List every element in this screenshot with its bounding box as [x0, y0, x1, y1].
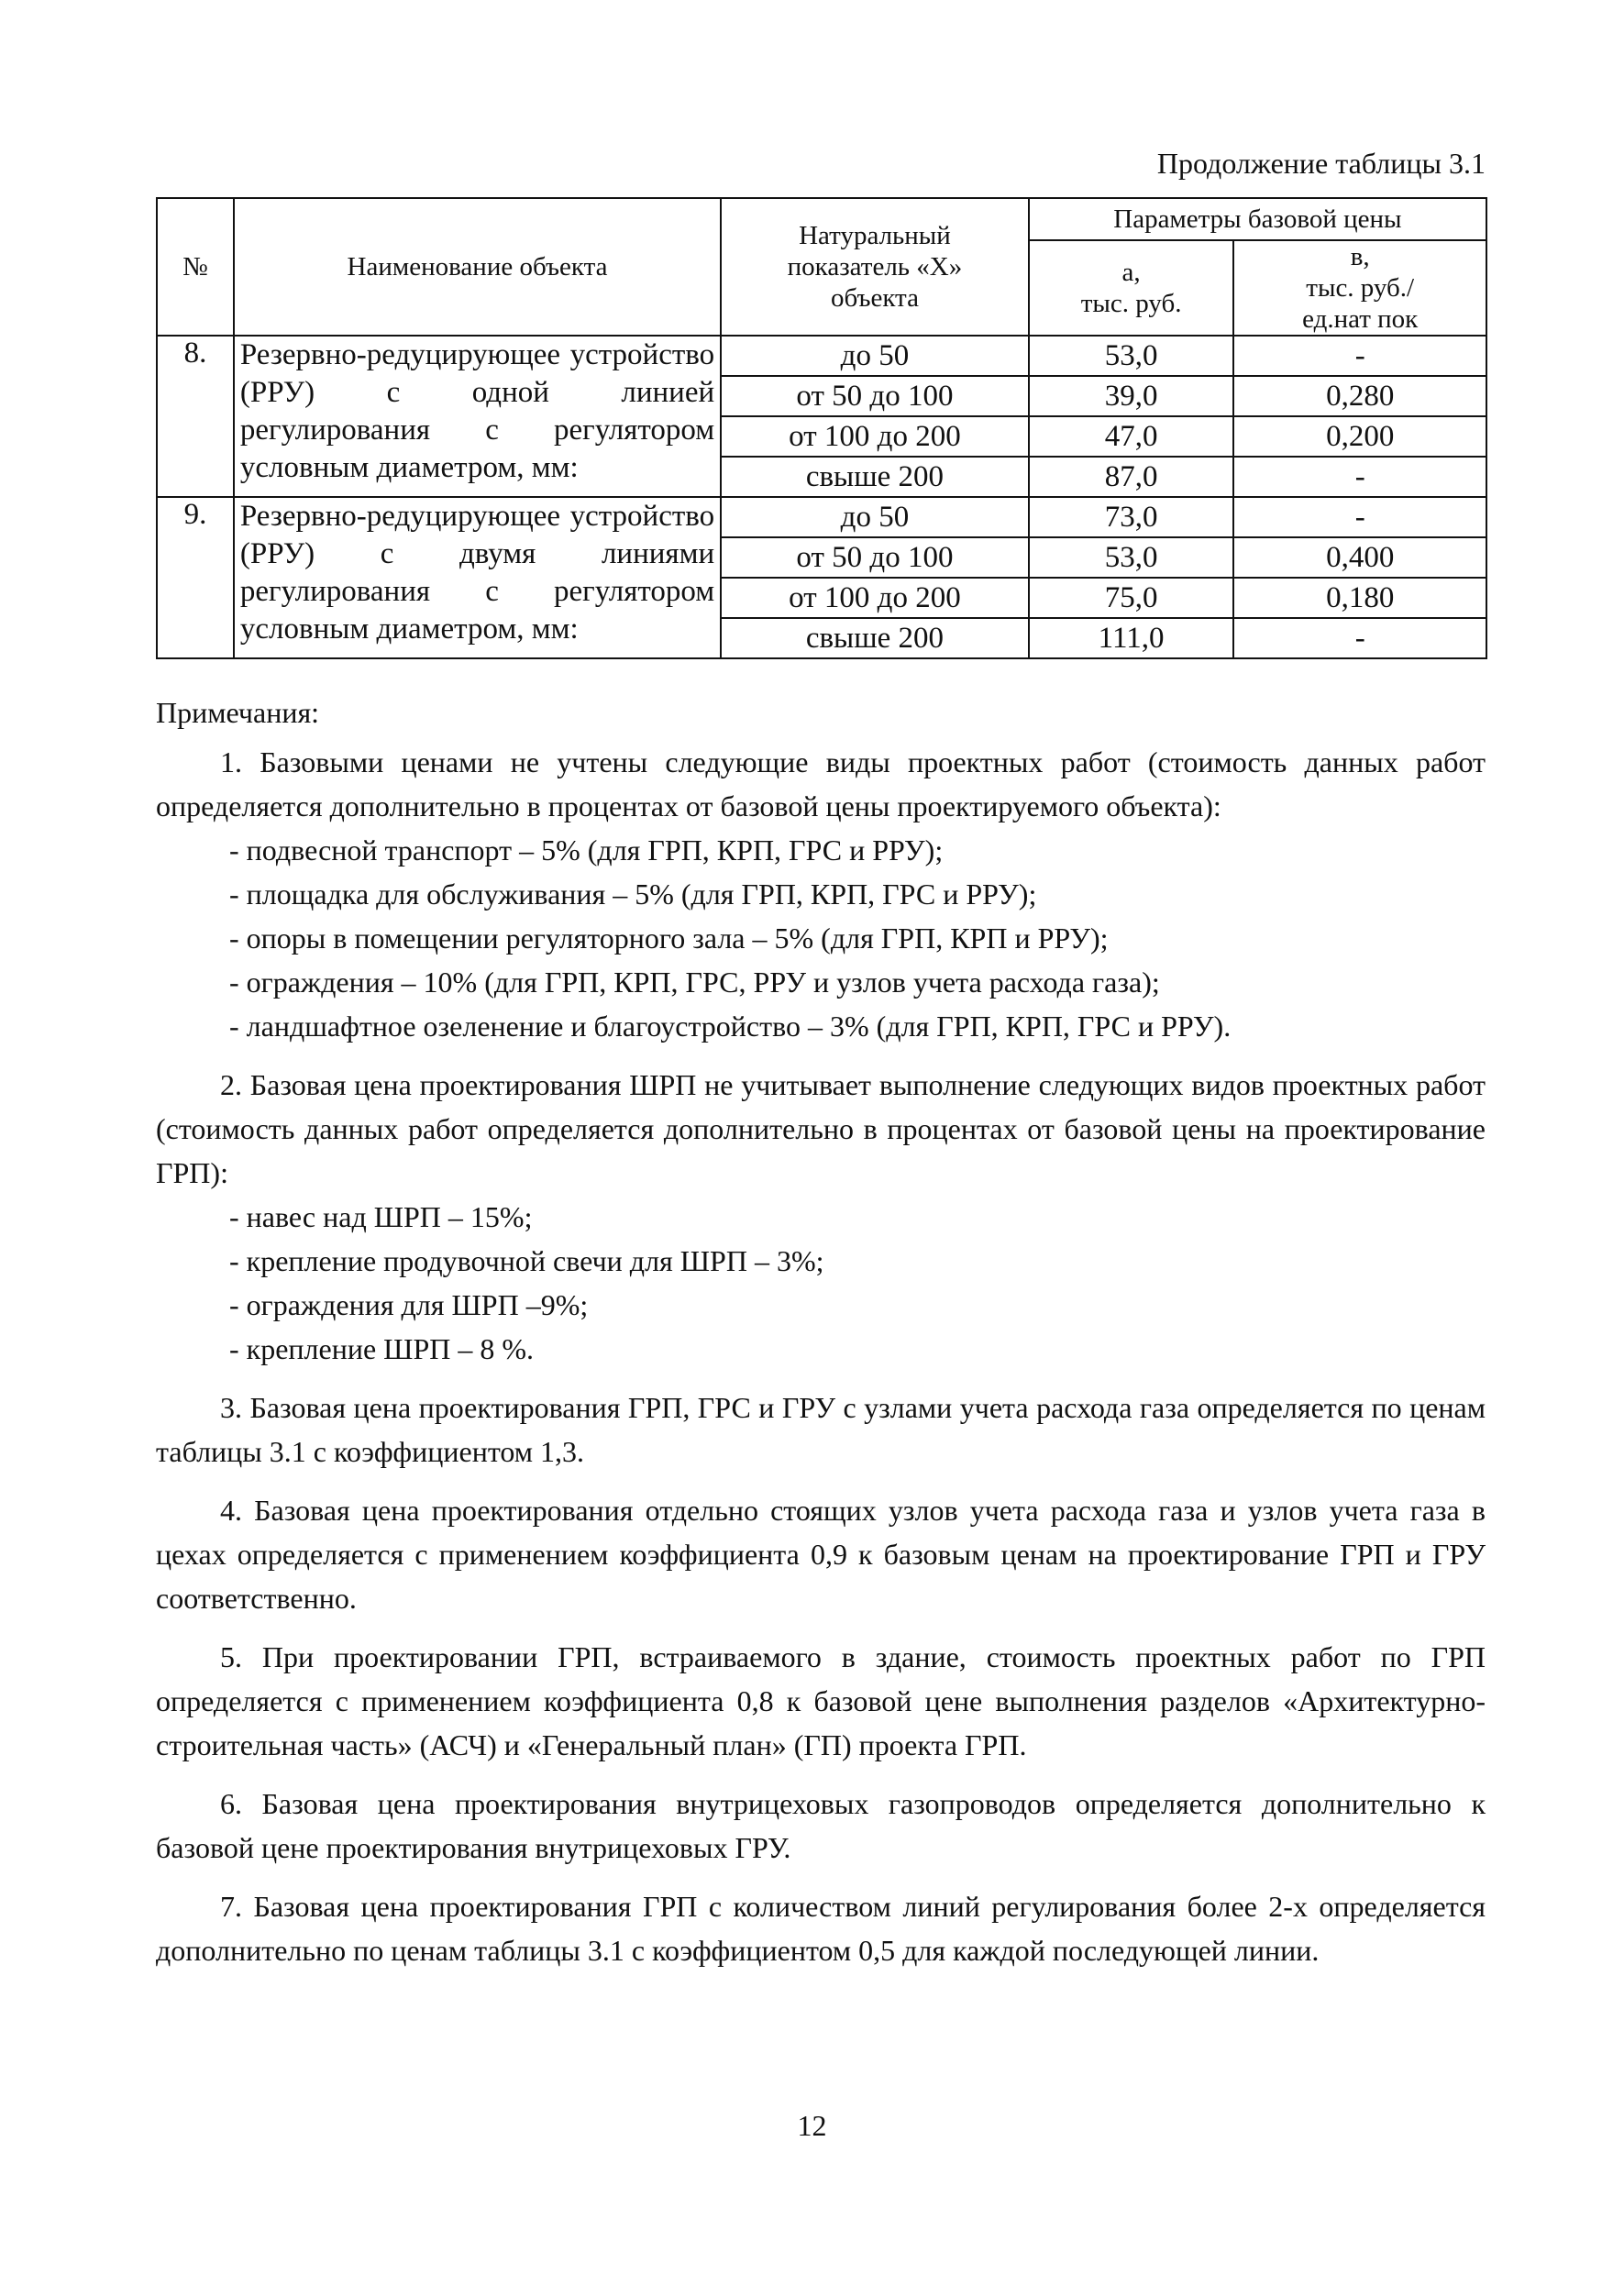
price-b: 0,400	[1233, 537, 1486, 578]
note-1-bullet: - ландшафтное озеленение и благоустройство – 3% (для ГРП, КРП, ГРС и РРУ).	[229, 1010, 1232, 1043]
note-6	[156, 1782, 1486, 1870]
price-b: -	[1233, 618, 1486, 658]
table-continuation-label: Продолжение таблицы 3.1	[1156, 147, 1486, 180]
price-a: 75,0	[1029, 578, 1234, 618]
note-3-text: 3. Базовая цена проектирования ГРП, ГРС и ГРУ с узлами учета расхода газа определяется по ценам таблицы 3.1 с коэффициентом 1,3.	[156, 1391, 1486, 1468]
natural-range: до 50	[721, 497, 1029, 537]
natural-range: от 50 до 100	[721, 537, 1029, 578]
header-natural-indicator	[721, 198, 1029, 336]
note-2-bullet: - крепление продувочной свечи для ШРП – 3%;	[229, 1244, 824, 1277]
note-3	[156, 1385, 1486, 1474]
header-natural-line1: Натуральный	[799, 221, 951, 250]
price-b: -	[1233, 457, 1486, 497]
header-natural-line3: объекта	[830, 283, 919, 313]
note-5-text: 5. При проектировании ГРП, встраиваемого в здание, стоимость проектных работ по ГРП определяется с применением коэффициента 0,8 к базовой цене выполнения разделов «Архитектурно-строительная часть» (АСЧ) и «Генеральный план» (ГП) проекта ГРП.	[156, 1640, 1486, 1761]
note-1-text: 1. Базовыми ценами не учтены следующие виды проектных работ (стоимость данных работ определяется дополнительно в процентах от базовой цены проектируемого объекта):	[156, 745, 1486, 822]
note-2-bullet: - ограждения для ШРП –9%;	[229, 1288, 589, 1321]
note-2-bullet: - навес над ШРП – 15%;	[229, 1200, 533, 1233]
price-a: 47,0	[1029, 416, 1234, 457]
price-b: 0,180	[1233, 578, 1486, 618]
header-natural-line2: показатель «Х»	[787, 252, 963, 281]
table-row	[157, 336, 1486, 376]
price-table	[156, 197, 1487, 659]
header-b-line3: ед.нат пок	[1302, 304, 1419, 334]
natural-range: от 100 до 200	[721, 578, 1029, 618]
note-1-bullet: - площадка для обслуживания – 5% (для ГРП, КРП, ГРС и РРУ);	[229, 878, 1037, 911]
table-row	[157, 497, 1486, 537]
object-name: Резервно-редуцирующее устройство (РРУ) с одной линией регулирования с регулятором условным диаметром, мм:	[234, 336, 721, 497]
row-number: 8.	[157, 336, 234, 497]
price-b: -	[1233, 336, 1486, 376]
note-2-bullets	[156, 1195, 1486, 1371]
note-6-text: 6. Базовая цена проектирования внутрицеховых газопроводов определяется дополнительно к базовой цене проектирования внутрицеховых ГРУ.	[156, 1787, 1486, 1864]
object-name: Резервно-редуцирующее устройство (РРУ) с двумя линиями регулирования с регулятором условным диаметром, мм:	[234, 497, 721, 658]
price-b: 0,200	[1233, 416, 1486, 457]
note-5	[156, 1635, 1486, 1767]
notes-title: Примечания:	[156, 696, 320, 729]
natural-range: от 50 до 100	[721, 376, 1029, 416]
natural-range: свыше 200	[721, 618, 1029, 658]
note-1	[156, 740, 1486, 1048]
natural-range: от 100 до 200	[721, 416, 1029, 457]
header-col-a	[1029, 240, 1234, 336]
note-1-bullet: - опоры в помещении регуляторного зала – 5% (для ГРП, КРП и РРУ);	[229, 922, 1109, 955]
page-number: 12	[797, 2109, 827, 2142]
header-b-line2: тыс. руб./	[1306, 273, 1415, 303]
note-7-text: 7. Базовая цена проектирования ГРП с количеством линий регулирования более 2-х определяется дополнительно по ценам таблицы 3.1 с коэффициентом 0,5 для каждой последующей линии.	[156, 1890, 1486, 1967]
note-1-bullet: - ограждения – 10% (для ГРП, КРП, ГРС, РРУ и узлов учета расхода газа);	[229, 966, 1160, 999]
note-1-bullets	[156, 828, 1486, 1048]
note-4-text: 4. Базовая цена проектирования отдельно стоящих узлов учета расхода газа и узлов учета газа в цехах определяется с применением коэффициента 0,9 к базовым ценам на проектирование ГРП и ГРУ соответственно.	[156, 1494, 1486, 1615]
price-a: 39,0	[1029, 376, 1234, 416]
note-7	[156, 1884, 1486, 1972]
header-col-b	[1233, 240, 1486, 336]
note-2	[156, 1063, 1486, 1371]
header-a-line1: а,	[1121, 258, 1141, 287]
price-b: 0,280	[1233, 376, 1486, 416]
row-number: 9.	[157, 497, 234, 658]
price-a: 73,0	[1029, 497, 1234, 537]
price-a: 53,0	[1029, 336, 1234, 376]
header-base-price-params: Параметры базовой цены	[1029, 198, 1486, 240]
document-page	[156, 147, 1486, 1987]
notes-section	[156, 690, 1486, 1972]
price-a: 87,0	[1029, 457, 1234, 497]
price-b: -	[1233, 497, 1486, 537]
price-a: 53,0	[1029, 537, 1234, 578]
header-a-line2: тыс. руб.	[1080, 289, 1182, 318]
note-1-bullet: - подвесной транспорт – 5% (для ГРП, КРП, ГРС и РРУ);	[229, 833, 944, 867]
price-a: 111,0	[1029, 618, 1234, 658]
header-number: №	[157, 198, 234, 336]
note-2-bullet: - крепление ШРП – 8 %.	[229, 1332, 534, 1365]
natural-range: до 50	[721, 336, 1029, 376]
note-4	[156, 1488, 1486, 1620]
header-object-name: Наименование объекта	[234, 198, 721, 336]
note-2-text: 2. Базовая цена проектирования ШРП не учитывает выполнение следующих видов проектных работ (стоимость данных работ определяется дополнительно в процентах от базовой цены на проектирование ГРП):	[156, 1068, 1486, 1189]
header-b-line1: в,	[1350, 242, 1370, 271]
natural-range: свыше 200	[721, 457, 1029, 497]
